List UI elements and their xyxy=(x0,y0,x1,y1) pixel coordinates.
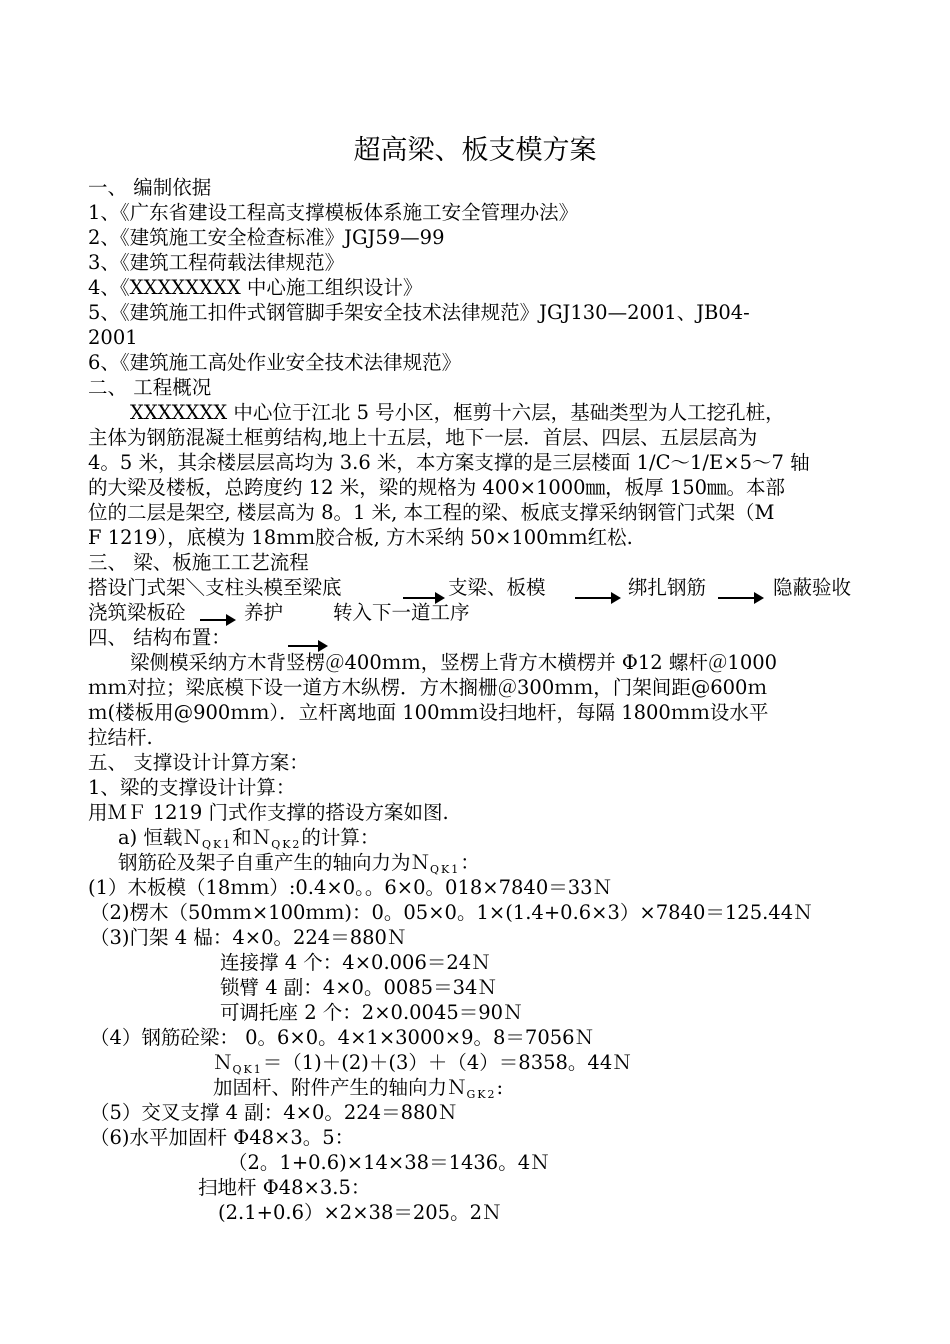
calc-line-4: 连接撑 4 个：4×0.006＝24Ｎ xyxy=(220,951,491,974)
axial-force-text: 钢筋砼及架子自重产生的轴向力为Ｎ xyxy=(118,851,431,874)
calc-item-a-text-1: a) 恒载Ｎ xyxy=(118,826,202,849)
layout-line-2: ｍｍ对拉；梁底模下设一道方木纵楞．方木搁栅＠300ｍｍ，门架间距@600ｍ xyxy=(88,676,767,699)
section-2-heading: 二、 工程概况 xyxy=(88,376,212,399)
section-5-heading: 五、 支撑设计计算方案： xyxy=(88,751,309,774)
section-3-heading: 三、 梁、板施工工艺流程 xyxy=(88,551,309,574)
overview-line-5: 位的二层是架空, 楼层高为 8。1 米, 本工程的梁、板底支撑采纳钢管门式架（M xyxy=(88,501,775,524)
flow-step-2: 支梁、板模 xyxy=(448,576,546,599)
calc-total-n: Ｎ xyxy=(213,1051,233,1074)
overview-line-6: F 1219），底模为 18ｍｍ胶合板, 方木采纳 50×100ｍｍ红松. xyxy=(88,526,633,549)
flow-step-6: 养护 xyxy=(244,601,284,624)
axial-force-line xyxy=(118,850,480,878)
document-title: 超高梁、板支模方案 xyxy=(353,135,597,166)
calc-line-12: （2。1+0.6)×14×38＝1436。4Ｎ xyxy=(228,1151,550,1174)
flow-step-1: 搭设门式架＼支柱头模至梁底 xyxy=(88,576,342,599)
calc-line-11: （6)水平加固杆 Φ48×3。5： xyxy=(90,1126,355,1149)
calc-intro: 用ＭＦ 1219 门式作支撑的搭设方案如图. xyxy=(88,801,449,824)
calc-line-13: 扫地杆 Φ48×3.5： xyxy=(198,1176,371,1199)
flow-arrow-4 xyxy=(200,619,234,621)
flow-arrow-5 xyxy=(288,645,326,647)
calc-line-10: （5）交叉支撑 4 副：4×0。224＝880Ｎ xyxy=(90,1101,458,1124)
reference-5-cont: 2001 xyxy=(88,326,138,349)
calc-total-line xyxy=(213,1050,632,1078)
flow-arrow-3 xyxy=(718,597,762,599)
bracing-force-colon: : xyxy=(496,1076,504,1099)
flow-step-7: 转入下一道工序 xyxy=(333,601,470,624)
calc-total-sub: QK1 xyxy=(232,1063,263,1076)
flow-arrow-1 xyxy=(403,597,443,599)
bracing-force-line xyxy=(213,1075,503,1103)
calc-line-14: (2.1+0.6）×2×38＝205。2Ｎ xyxy=(218,1201,502,1224)
layout-line-4: 拉结杆. xyxy=(88,726,153,749)
calc-line-1: (1）木板模（18ｍｍ）:0.4×0。。6×0。018×7840＝33Ｎ xyxy=(88,876,613,899)
calc-line-5: 锁臂 4 副：4×0。0085＝34Ｎ xyxy=(220,976,497,999)
calc-line-6: 可调托座 2 个：2×0.0045＝90Ｎ xyxy=(220,1001,523,1024)
calc-item-a-text-3: 的计算： xyxy=(301,826,380,849)
calc-item-a-sub-1: QK1 xyxy=(201,838,233,851)
overview-line-2: 主体为钢筋混凝土框剪结构,地上十五层，地下一层．首层、四层、五层层高为 xyxy=(88,426,758,449)
section-4-heading: 四、 结构布置： xyxy=(88,626,231,649)
axial-force-sub: QK1 xyxy=(430,863,461,876)
reference-1: 1、《广东省建设工程高支撑模板体系施工安全管理办法》 xyxy=(88,201,579,224)
calc-item-a-sub-2: QK2 xyxy=(271,838,302,851)
axial-force-colon: ： xyxy=(460,851,480,874)
calc-line-3: （3)门架 4 榀：4×0。224＝880Ｎ xyxy=(90,926,407,949)
flow-step-5: 浇筑梁板砼 xyxy=(88,601,186,624)
overview-line-4: 的大梁及楼板，总跨度约 12 米，梁的规格为 400×1000㎜，板厚 150㎜。本部 xyxy=(88,476,786,499)
reference-3: 3、《建筑工程荷载法律规范》 xyxy=(88,251,345,274)
calc-subheading: 1、梁的支撑设计计算： xyxy=(88,776,296,799)
calc-line-7: （4）钢筋砼梁： 0。6×0。4×1×3000×9。8＝7056Ｎ xyxy=(90,1026,595,1049)
layout-line-3: ｍ(楼板用@900ｍｍ）．立杆离地面 100ｍｍ设扫地杆，每隔 1800ｍｍ设水平 xyxy=(88,701,769,724)
calc-total-formula: ＝（1)＋(2)＋(3）＋（4）＝8358。44Ｎ xyxy=(262,1051,632,1074)
calc-item-a-text-2: 和Ｎ xyxy=(232,826,272,849)
reference-6: 6、《建筑施工高处作业安全技术法律规范》 xyxy=(88,351,462,374)
overview-line-3: 4。5 米，其余楼层层高均为 3.6 米，本方案支撑的是三层楼面 1/C～1/E×5～7 轴 xyxy=(88,451,810,474)
flow-arrow-2 xyxy=(575,597,619,599)
reference-2: 2、《建筑施工安全检查标准》JGJ59—99 xyxy=(88,226,445,249)
flow-step-4: 隐蔽验收 xyxy=(773,576,852,599)
bracing-force-sub: GK2 xyxy=(466,1088,497,1101)
calc-line-2: （2)楞木（50ｍｍ×100ｍｍ)：0。05×0。1×(1.4+0.6×3）×7840＝125.44Ｎ xyxy=(90,901,813,924)
bracing-force-text: 加固杆、附件产生的轴向力Ｎ xyxy=(213,1076,467,1099)
section-1-heading: 一、 编制依据 xyxy=(88,176,212,199)
reference-4: 4、《XXXXXXXX 中心施工组织设计》 xyxy=(88,276,423,299)
overview-line-1: XXXXXXX 中心位于江北 5 号小区，框剪十六层，基础类型为人工挖孔桩， xyxy=(130,401,785,424)
calc-item-a xyxy=(118,825,379,853)
layout-line-1: 梁侧模采纳方木背竖楞＠400ｍｍ，竖楞上背方木横楞并 Φ12 螺杆＠1000 xyxy=(130,651,778,674)
flow-step-3: 绑扎钢筋 xyxy=(628,576,707,599)
reference-5: 5、《建筑施工扣件式钢管脚手架安全技术法律规范》JGJ130—2001、JB04- xyxy=(88,301,750,324)
